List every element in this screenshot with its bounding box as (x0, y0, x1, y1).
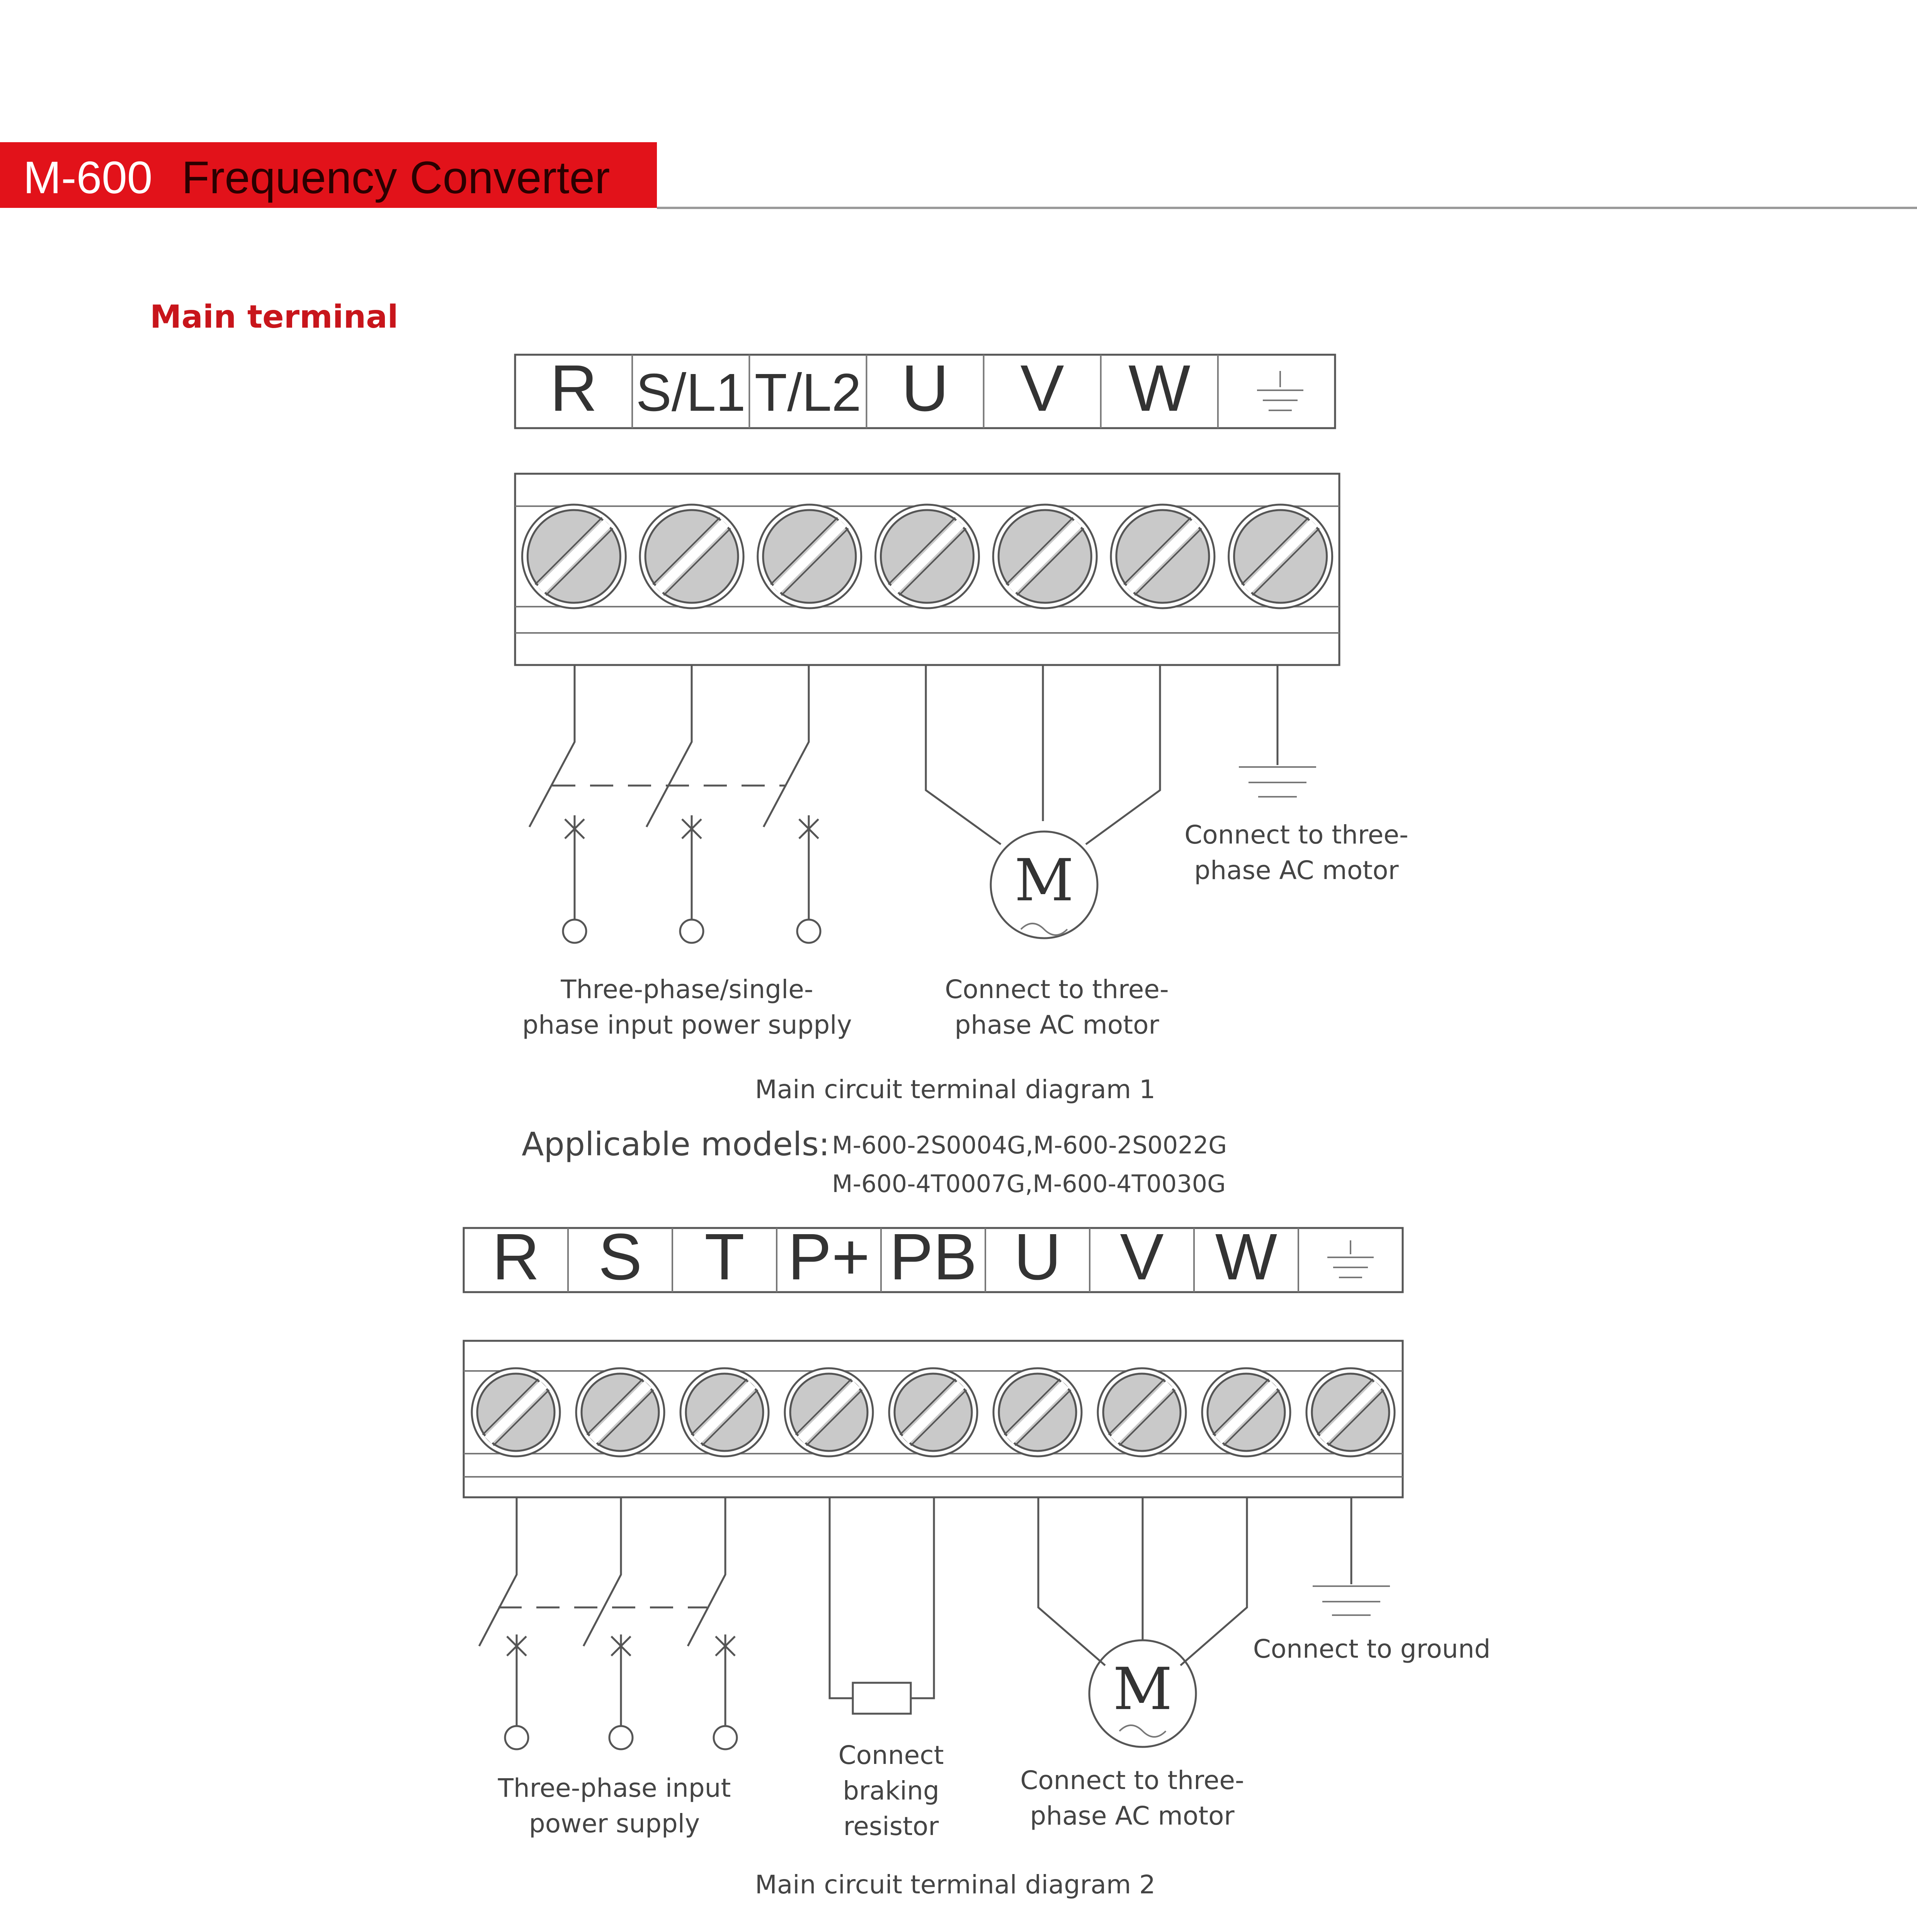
d2-screw-3 (785, 1368, 873, 1456)
d1-screw-0 (522, 505, 626, 608)
d2-diagram-title: Main circuit terminal diagram 2 (755, 1870, 1156, 1900)
d2-label-7: W (1215, 1220, 1277, 1294)
d2-power-wiring (479, 1497, 737, 1749)
d1-motor-wiring (926, 665, 1160, 938)
d1-label-ground-icon (1257, 371, 1303, 410)
d2-power-caption-2: power supply (529, 1809, 700, 1838)
d2-resistor-caption-2: braking (843, 1776, 939, 1806)
d1-label-2: T/L2 (754, 363, 861, 422)
d2-braking-resistor-icon (853, 1683, 911, 1714)
d2-motor-wiring (1038, 1497, 1247, 1747)
d2-input-1 (609, 1634, 633, 1749)
d2-input-2 (714, 1634, 737, 1749)
d1-power-wiring (529, 665, 820, 943)
terminal-diagram-1 (515, 352, 1408, 1198)
main-terminal-heading: Main terminal (150, 299, 398, 335)
d2-screw-6 (1098, 1368, 1186, 1456)
d1-screw-2 (758, 505, 861, 608)
d1-screw-1 (640, 505, 743, 608)
d2-screw-2 (680, 1368, 769, 1456)
d1-motor-symbol: M (1014, 847, 1074, 914)
d1-screw-3 (876, 505, 979, 608)
d2-resistor-wiring (830, 1497, 934, 1714)
d1-input-1 (680, 815, 703, 943)
d2-input-0 (505, 1634, 528, 1749)
d2-resistor-caption-3: resistor (843, 1811, 939, 1841)
d1-models-line-1: M-600-2S0004G,M-600-2S0022G (832, 1131, 1227, 1159)
d1-label-0: R (550, 352, 597, 425)
header-banner (0, 142, 1917, 208)
d2-label-6: V (1120, 1220, 1164, 1294)
d2-motor-symbol: M (1113, 1656, 1172, 1723)
d2-resistor-caption-1: Connect (838, 1740, 944, 1770)
d1-screw-5 (1111, 505, 1214, 608)
d2-label-2: T (704, 1220, 745, 1294)
d2-screw-7 (1202, 1368, 1290, 1456)
d2-ground-wiring (1313, 1497, 1390, 1615)
d1-models-heading: Applicable models: (522, 1125, 830, 1163)
d1-power-caption-1: Three-phase/single- (561, 975, 813, 1004)
d2-label-4: PB (889, 1220, 977, 1294)
d1-input-0 (563, 815, 586, 943)
d1-motor-caption-1: Connect to three- (945, 975, 1169, 1004)
header-model: M-600 (23, 152, 153, 203)
d1-power-caption-2: phase input power supply (522, 1010, 852, 1040)
d2-ground-caption: Connect to ground (1253, 1634, 1491, 1664)
d1-label-5: W (1128, 352, 1191, 425)
d2-power-caption-1: Three-phase input (498, 1773, 731, 1803)
d1-terminal-block (515, 474, 1339, 665)
d1-input-2 (797, 815, 820, 943)
d1-motor-ac-icon (1021, 923, 1067, 935)
d2-motor-caption-1: Connect to three- (1020, 1765, 1244, 1795)
d2-label-0: R (492, 1220, 540, 1294)
terminal-diagram-2 (464, 1220, 1490, 1932)
d2-motor-caption-2: phase AC motor (1030, 1801, 1235, 1831)
d2-label-1: S (598, 1220, 642, 1294)
d1-motor-caption-2: phase AC motor (954, 1010, 1159, 1040)
d1-label-4: V (1020, 352, 1064, 425)
d1-ground-caption-2: phase AC motor (1194, 855, 1399, 885)
header-title: Frequency Converter (182, 152, 610, 203)
d2-screw-4 (889, 1368, 977, 1456)
d1-models-line-2: M-600-4T0007G,M-600-4T0030G (832, 1170, 1226, 1198)
d1-ground-caption-1: Connect to three- (1184, 820, 1408, 850)
d2-motor-ac-icon (1119, 1725, 1166, 1737)
d2-screw-8 (1306, 1368, 1395, 1456)
d2-label-ground-icon (1327, 1240, 1374, 1277)
d2-label-5: U (1014, 1220, 1061, 1294)
d1-screw-4 (993, 505, 1097, 608)
d1-ground-wiring (1239, 665, 1316, 797)
d1-label-3: U (901, 352, 949, 425)
d1-label-1: S/L1 (636, 363, 746, 422)
d2-screw-5 (993, 1368, 1082, 1456)
d2-terminal-block (464, 1341, 1403, 1497)
d2-screw-1 (576, 1368, 664, 1456)
d2-screw-0 (472, 1368, 560, 1456)
d1-screw-6 (1229, 505, 1332, 608)
d1-diagram-title: Main circuit terminal diagram 1 (755, 1075, 1156, 1104)
d2-label-3: P+ (788, 1220, 870, 1294)
